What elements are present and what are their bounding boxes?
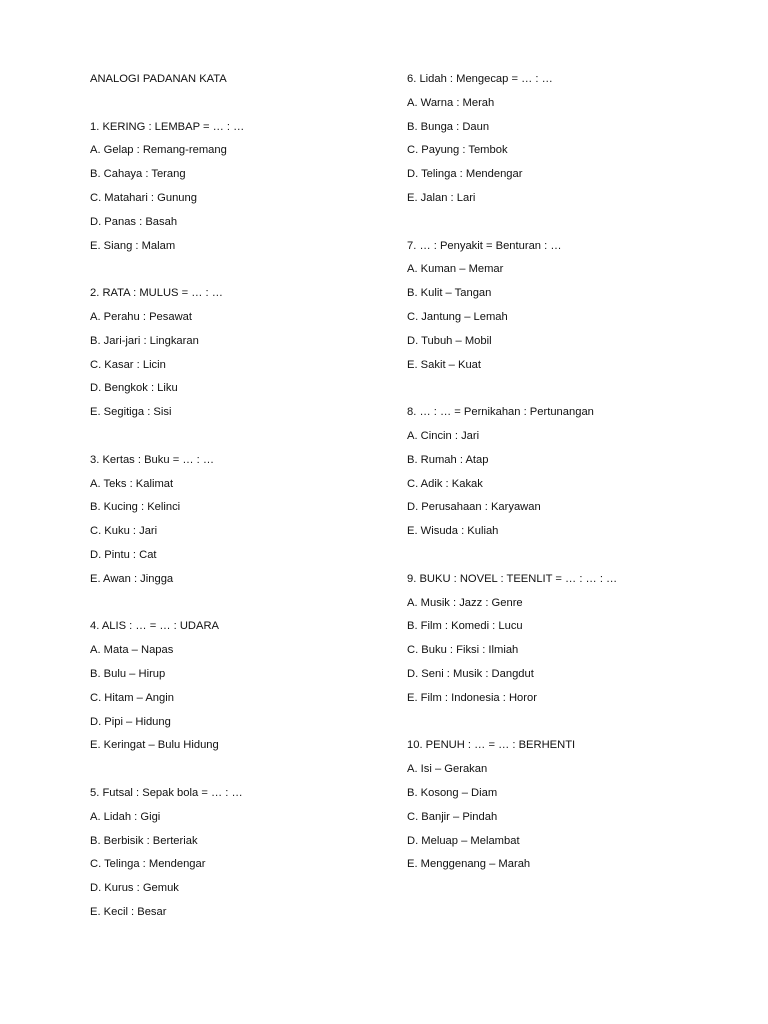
option-8e: E. Wisuda : Kuliah — [407, 525, 499, 538]
option-10c: C. Banjir – Pindah — [407, 810, 498, 823]
question-stem-7: 7. … : Penyakit = Benturan : … — [407, 239, 562, 252]
option-10e: E. Menggenang – Marah — [407, 858, 531, 871]
option-4b: B. Bulu – Hirup — [90, 667, 166, 680]
spacer — [90, 592, 380, 616]
spacer — [90, 425, 380, 449]
question-stem-4: 4. ALIS : … = … : UDARA — [90, 620, 220, 633]
option-1e: E. Siang : Malam — [90, 239, 176, 252]
spacer — [407, 544, 737, 568]
spacer — [90, 758, 380, 782]
spacer — [90, 92, 380, 116]
option-2e: E. Segitiga : Sisi — [90, 406, 172, 419]
option-2b: B. Jari-jari : Lingkaran — [90, 334, 199, 347]
option-8d: D. Perusahaan : Karyawan — [407, 501, 541, 514]
option-5a: A. Lidah : Gigi — [90, 810, 161, 823]
option-6d: D. Telinga : Mendengar — [407, 168, 523, 181]
option-10b: B. Kosong – Diam — [407, 786, 498, 799]
option-7d: D. Tubuh – Mobil — [407, 334, 492, 347]
left-column — [90, 68, 380, 925]
option-4a: A. Mata – Napas — [90, 644, 174, 657]
option-3b: B. Kucing : Kelinci — [90, 501, 181, 514]
question-stem-1: 1. KERING : LEMBAP = … : … — [90, 120, 245, 133]
option-8c: C. Adik : Kakak — [407, 477, 483, 490]
right-column — [407, 68, 737, 877]
option-9b: B. Film : Komedi : Lucu — [407, 620, 523, 633]
option-9c: C. Buku : Fiksi : Ilmiah — [407, 644, 519, 657]
question-stem-10: 10. PENUH : … = … : BERHENTI — [407, 739, 576, 752]
spacer — [407, 711, 737, 735]
option-3c: C. Kuku : Jari — [90, 525, 158, 538]
option-7e: E. Sakit – Kuat — [407, 358, 482, 371]
option-2d: D. Bengkok : Liku — [90, 382, 178, 395]
option-6e: E. Jalan : Lari — [407, 191, 476, 204]
question-stem-3: 3. Kertas : Buku = … : … — [90, 453, 215, 466]
option-5c: C. Telinga : Mendengar — [90, 858, 206, 871]
option-7b: B. Kulit – Tangan — [407, 287, 492, 300]
option-9d: D. Seni : Musik : Dangdut — [407, 667, 534, 680]
option-4c: C. Hitam – Angin — [90, 691, 174, 704]
option-4d: D. Pipi – Hidung — [90, 715, 171, 728]
option-10d: D. Meluap – Melambat — [407, 834, 520, 847]
option-7c: C. Jantung – Lemah — [407, 310, 508, 323]
spacer — [407, 377, 737, 401]
document-title: ANALOGI PADANAN KATA — [90, 73, 227, 85]
option-9a: A. Musik : Jazz : Genre — [407, 596, 523, 609]
question-stem-9: 9. BUKU : NOVEL : TEENLIT = … : … : … — [407, 572, 618, 585]
option-8b: B. Rumah : Atap — [407, 453, 489, 466]
spacer — [90, 258, 380, 282]
option-7a: A. Kuman – Memar — [407, 263, 504, 276]
option-1c: C. Matahari : Gunung — [90, 191, 197, 204]
option-1b: B. Cahaya : Terang — [90, 168, 186, 181]
option-6c: C. Payung : Tembok — [407, 144, 508, 157]
question-stem-5: 5. Futsal : Sepak bola = … : … — [90, 786, 243, 799]
option-3d: D. Pintu : Cat — [90, 548, 157, 561]
option-5d: D. Kurus : Gemuk — [90, 882, 179, 895]
option-5b: B. Berbisik : Berteriak — [90, 834, 198, 847]
question-stem-2: 2. RATA : MULUS = … : … — [90, 287, 223, 300]
option-1a: A. Gelap : Remang-remang — [90, 144, 227, 157]
option-9e: E. Film : Indonesia : Horor — [407, 691, 537, 704]
option-5e: E. Kecil : Besar — [90, 905, 167, 918]
option-3e: E. Awan : Jingga — [90, 572, 174, 585]
option-4e: E. Keringat – Bulu Hidung — [90, 739, 219, 752]
question-stem-8: 8. … : … = Pernikahan : Pertunangan — [407, 406, 594, 419]
option-8a: A. Cincin : Jari — [407, 429, 480, 442]
question-stem-6: 6. Lidah : Mengecap = … : … — [407, 73, 553, 85]
option-6b: B. Bunga : Daun — [407, 120, 490, 133]
option-10a: A. Isi – Gerakan — [407, 763, 488, 776]
option-2a: A. Perahu : Pesawat — [90, 310, 192, 323]
option-2c: C. Kasar : Licin — [90, 358, 166, 371]
spacer — [407, 211, 737, 235]
option-3a: A. Teks : Kalimat — [90, 477, 174, 490]
option-1d: D. Panas : Basah — [90, 215, 178, 228]
option-6a: A. Warna : Merah — [407, 96, 495, 109]
